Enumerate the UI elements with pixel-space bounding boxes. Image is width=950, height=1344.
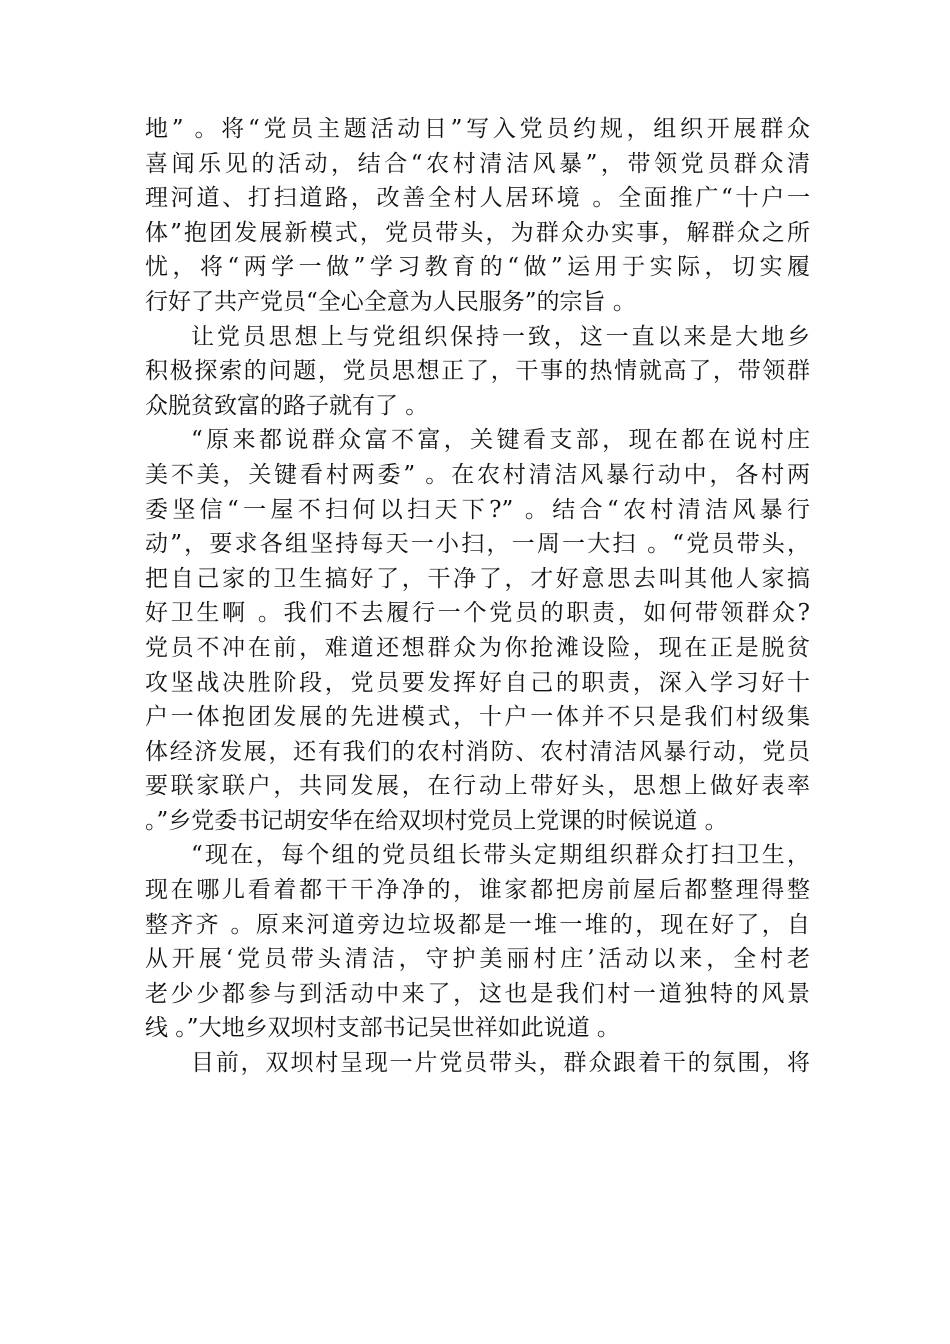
text-line: 行好了共产党员“全心全意为人民服务”的宗旨 。 (145, 288, 636, 315)
text-line: 目前，双坝村呈现一片党员带头，群众跟着干的氛围，将 (191, 1050, 810, 1077)
text-line: 党员不冲在前，难道还想群众为你抢滩设险，现在正是脱贫 (145, 634, 810, 661)
paragraph (145, 838, 810, 1046)
paragraph (145, 1046, 810, 1081)
text-line: 让党员思想上与党组织保持一致，这一直以来是大地乡 (191, 323, 810, 350)
text-line: 从开展‘党员带头清洁，守护美丽村庄’活动以来，全村老 (145, 946, 810, 973)
document-body (145, 112, 810, 1081)
text-line: 众脱贫致富的路子就有了 。 (145, 392, 429, 419)
text-line: 体经济发展，还有我们的农村消防、农村清洁风暴行动，党员 (145, 738, 810, 765)
text-line: 户一体抱团发展的先进模式，十户一体并不只是我们村级集 (145, 704, 810, 731)
text-line: 积极探索的问题，党员思想正了，干事的热情就高了，带领群 (145, 358, 810, 385)
text-line: 整齐齐 。原来河道旁边垃圾都是一堆一堆的，现在好了，自 (145, 911, 810, 938)
text-line: 体”抱团发展新模式，党员带头，为群众办实事，解群众之所 (145, 219, 810, 246)
text-line: 现在哪儿看着都干干净净的，谁家都把房前屋后都整理得整 (145, 877, 810, 904)
text-line: 地” 。将“党员主题活动日”写入党员约规，组织开展群众 (145, 116, 810, 142)
text-line: 喜闻乐见的活动，结合“农村清洁风暴”，带领党员群众清 (145, 150, 810, 177)
paragraph (145, 320, 810, 424)
text-line: 忧，将“两学一做”学习教育的“做”运用于实际，切实履 (145, 254, 810, 281)
paragraph (145, 423, 810, 838)
text-line: 美不美，关键看村两委” 。在农村清洁风暴行动中，各村两 (145, 461, 810, 488)
text-line: 攻坚战决胜阶段，党员要发挥好自己的职责，深入学习好十 (145, 669, 810, 696)
text-line: “原来都说群众富不富，关键看支部，现在都在说村庄 (191, 427, 810, 454)
text-line: 线 。”大地乡双坝村支部书记吴世祥如此说道 。 (145, 1015, 620, 1042)
text-line: 好卫生啊 。我们不去履行一个党员的职责，如何带领群众? (145, 600, 810, 627)
text-line: 。”乡党委书记胡安华在给双坝村党员上党课的时候说道 。 (145, 807, 728, 834)
text-line: 动”，要求各组坚持每天一小扫，一周一大扫 。“党员带头， (145, 531, 810, 558)
text-line: 委坚信“一屋不扫何以扫天下?” 。结合“农村清洁风暴行 (145, 496, 810, 523)
text-line: 老少少都参与到活动中来了，这也是我们村一道独特的风景 (145, 980, 810, 1007)
text-line: 理河道、打扫道路，改善全村人居环境 。全面推广“十户一 (145, 185, 810, 212)
paragraph (145, 112, 810, 320)
text-line: 把自己家的卫生搞好了，干净了，才好意思去叫其他人家搞 (145, 565, 810, 592)
text-line: 要联家联户，共同发展，在行动上带好头，思想上做好表率 (145, 773, 810, 800)
text-line: “现在，每个组的党员组长带头定期组织群众打扫卫生， (191, 842, 810, 869)
